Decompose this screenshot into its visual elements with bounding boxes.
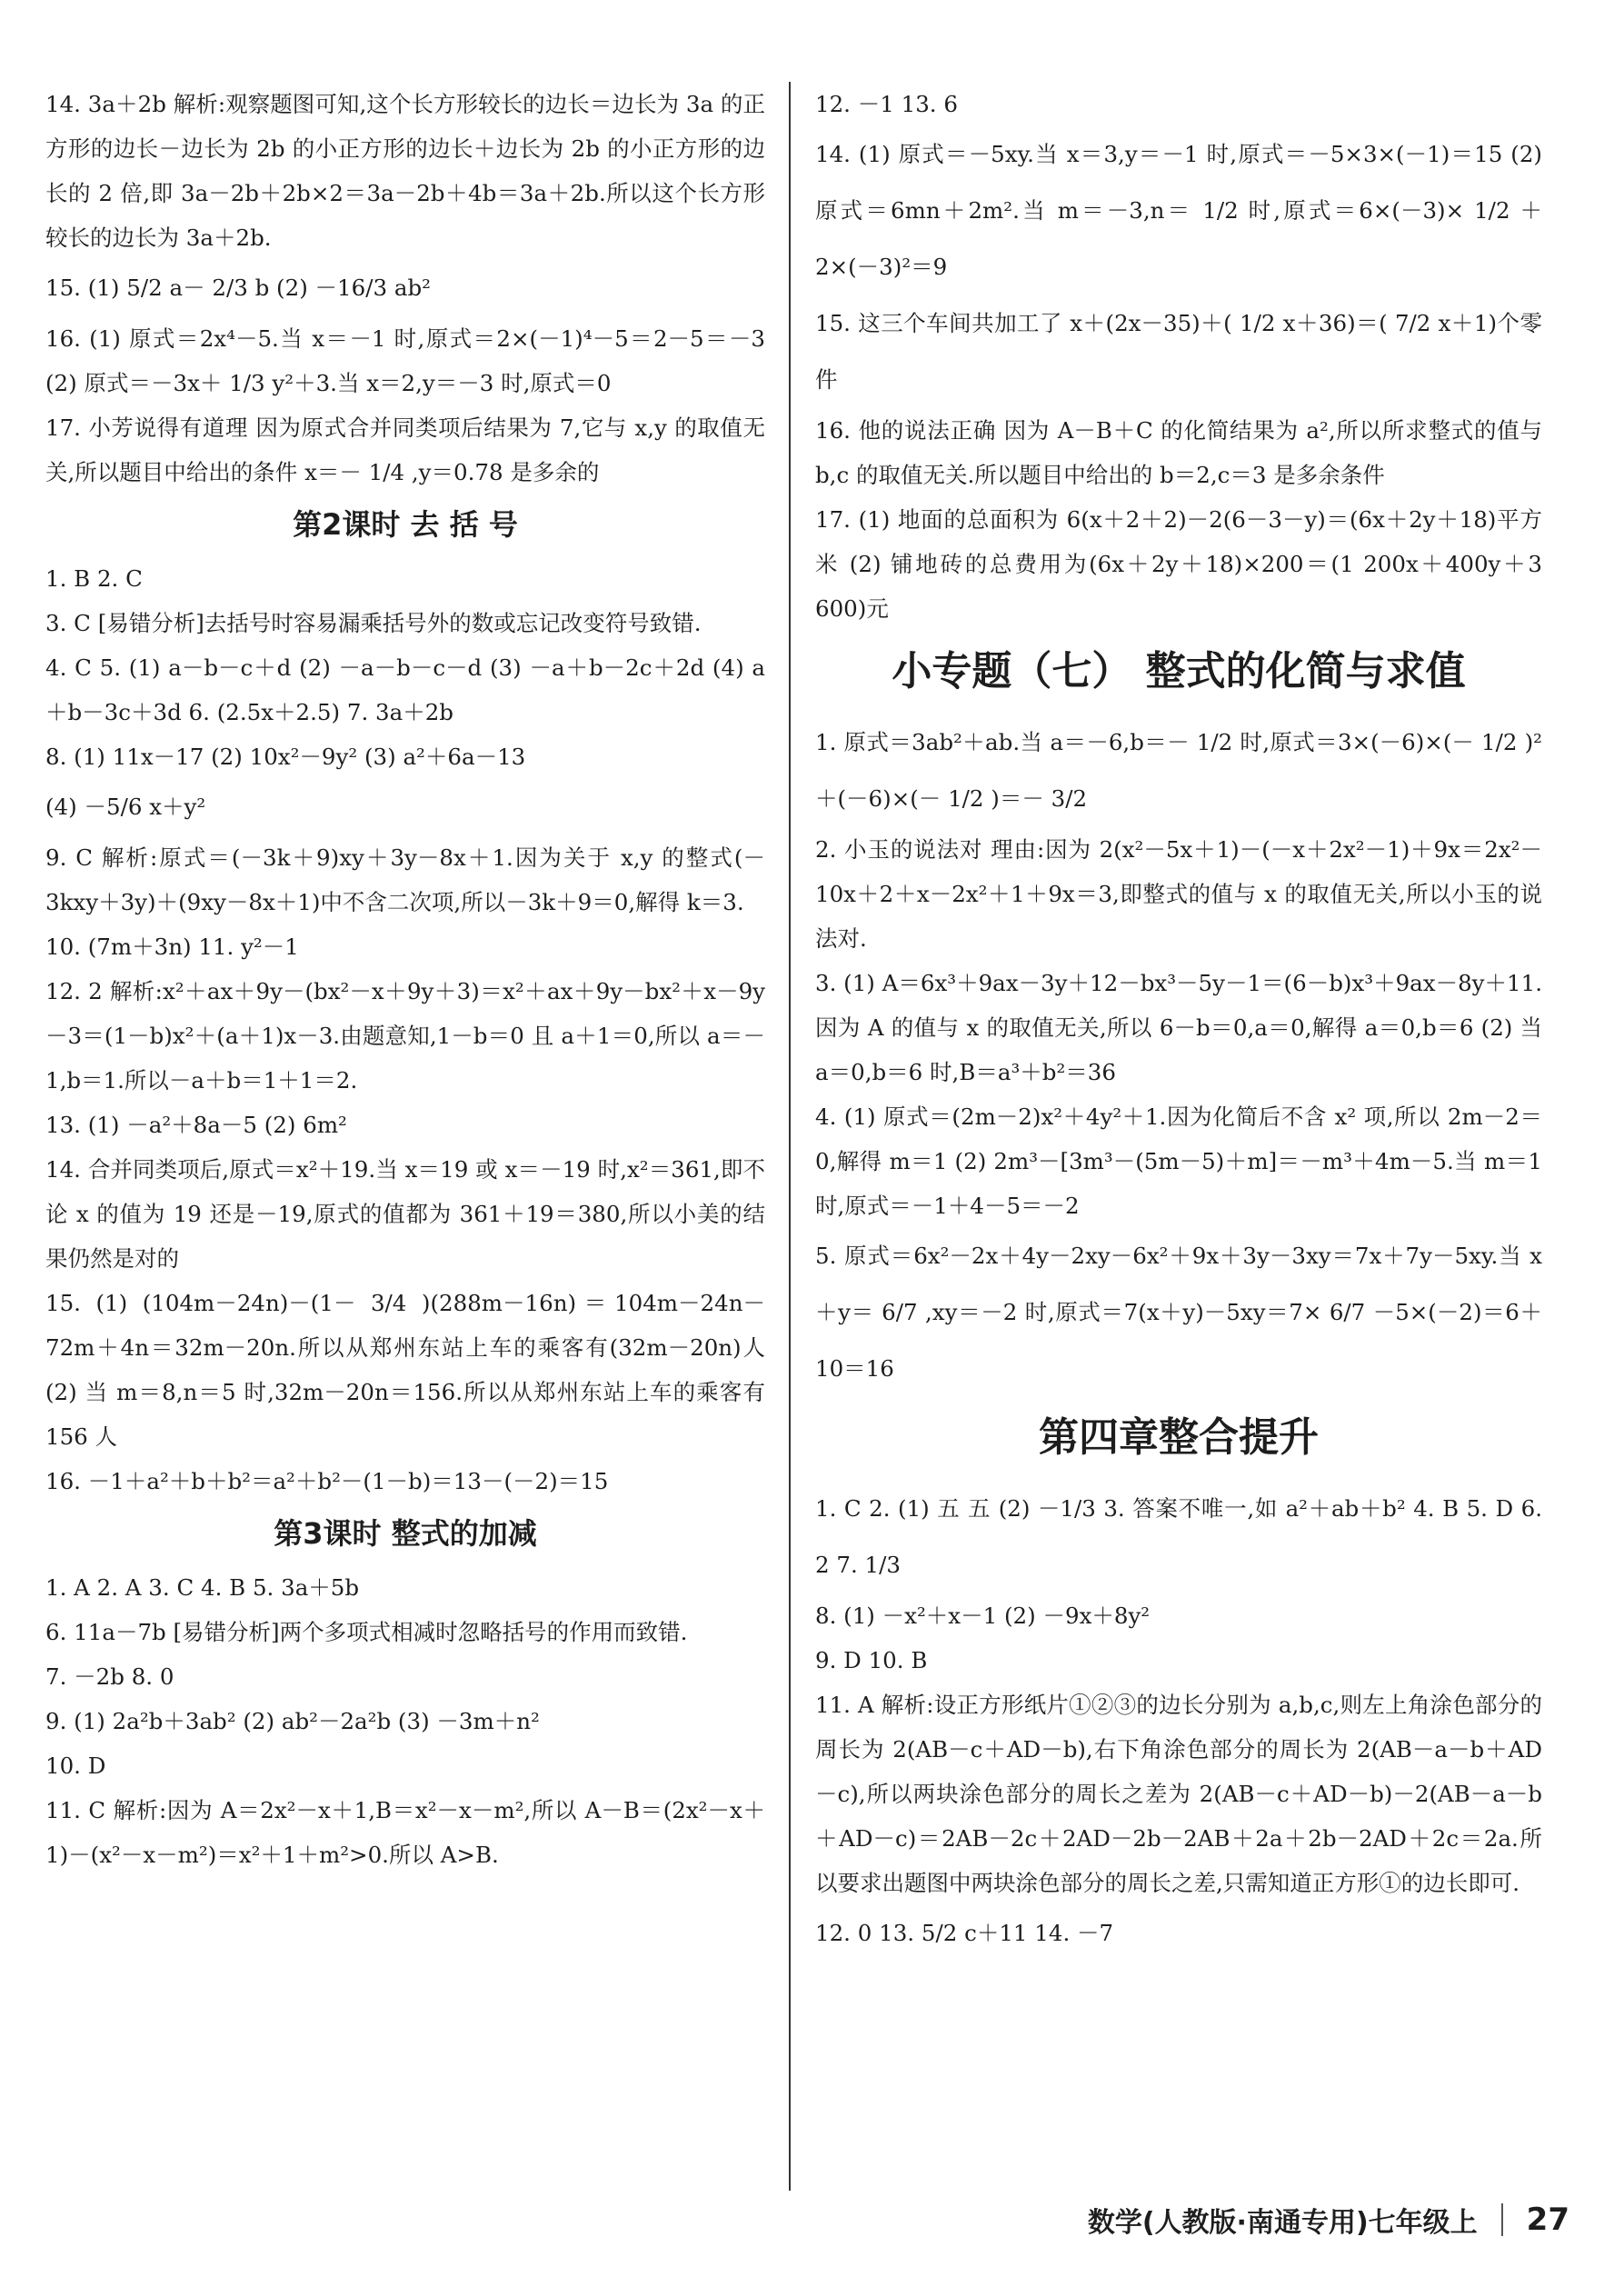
answer-15: 15. (1) 5/2 a－ 2/3 b (2) －16/3 ab²	[45, 275, 431, 301]
answer-b14: 14. 合并同类项后,原式＝x²＋19.当 x＝19 或 x＝－19 时,x²＝361,即不论 x 的值为 19 还是－19,原式的值都为 361＋19＝380,所以小美的结果仍然是对的	[45, 1156, 765, 1272]
answer-c7: 7. －2b 8. 0	[45, 1663, 174, 1690]
answer-b9: 9. C 解析:原式＝(－3k＋9)xy＋3y－8x＋1.因为关于 x,y 的整式(－3kxy＋3y)＋(9xy－8x＋1)中不含二次项,所以－3k＋9＝0,解得 k＝3.	[45, 844, 765, 915]
answer-d12: 12. －1 13. 6	[815, 91, 958, 117]
answer-d16: 16. 他的说法正确 因为 A－B＋C 的化简结果为 a²,所以所求整式的值与 b,c 的取值无关.所以题目中给出的 b＝2,c＝3 是多余条件	[815, 417, 1542, 488]
column-divider	[789, 82, 791, 2191]
answer-17: 17. 小芳说得有道理 因为原式合并同类项后结果为 7,它与 x,y 的取值无关,所以题目中给出的条件 x＝－ 1/4 ,y＝0.78 是多余的	[45, 414, 765, 485]
answer-b4: 4. C 5. (1) a－b－c＋d (2) －a－b－c－d (3) －a＋b－2c＋2d (4) a＋b－3c＋3d 6. (2.5x＋2.5) 7. 3a＋2b	[45, 654, 765, 725]
right-column	[815, 82, 1542, 1962]
page-footer	[1088, 2200, 1569, 2240]
answer-b15: 15. (1) (104m－24n)－(1－ 3/4 )(288m－16n)＝104m－24n－72m＋4n＝32m－20n.所以从郑州东站上车的乘客有(32m－20n)人 (2) 当 m＝8,n＝5 时,32m－20n＝156.所以从郑州东站上车的乘客有 156 人	[45, 1290, 765, 1450]
answer-e4: 4. (1) 原式＝(2m－2)x²＋4y²＋1.因为化简后不含 x² 项,所以 2m－2＝0,解得 m＝1 (2) 2m³－[3m³－(5m－5)＋m]＝－m³＋4m－5.当 m＝1 时,原式＝－1＋4－5＝－2	[815, 1104, 1542, 1219]
answer-c1: 1. A 2. A 3. C 4. B 5. 3a＋5b	[45, 1574, 360, 1601]
answer-f12: 12. 0 13. 5/2 c＋11 14. －7	[815, 1920, 1114, 1946]
answer-e2: 2. 小玉的说法对 理由:因为 2(x²－5x＋1)－(－x＋2x²－1)＋9x＝2x²－10x＋2＋x－2x²＋1＋9x＝3,即整式的值与 x 的取值无关,所以小玉的说法对.	[815, 836, 1542, 952]
section-heading-lesson-2: 第2课时 去 括 号	[293, 507, 518, 542]
answer-b10: 10. (7m＋3n) 11. y²－1	[45, 934, 299, 960]
answer-f9: 9. D 10. B	[815, 1647, 928, 1673]
answer-b1: 1. B 2. C	[45, 565, 143, 592]
answer-c9: 9. (1) 2a²b＋3ab² (2) ab²－2a²b (3) －3m＋n²	[45, 1708, 540, 1734]
answer-c10: 10. D	[45, 1753, 106, 1779]
answer-c6: 6. 11a－7b [易错分析]两个多项式相减时忽略括号的作用而致错.	[45, 1619, 688, 1645]
section-heading-lesson-3: 第3课时 整式的加减	[274, 1516, 537, 1551]
answer-b12: 12. 2 解析:x²＋ax＋9y－(bx²－x＋9y＋3)＝x²＋ax＋9y－bx²＋x－9y－3＝(1－b)x²＋(a＋1)x－3.由题意知,1－b＝0 且 a＋1＝0,所以 a＝－1,b＝1.所以－a＋b＝1＋1＝2.	[45, 978, 765, 1094]
section-heading-topic-7: 小专题（七） 整式的化简与求值	[892, 648, 1466, 694]
answer-d14: 14. (1) 原式＝－5xy.当 x＝3,y＝－1 时,原式＝－5×3×(－1)＝15 (2) 原式＝6mn＋2m².当 m＝－3,n＝ 1/2 时,原式＝6×(－3)× 1/2 ＋2×(－3)²＝9	[815, 141, 1542, 280]
answer-b16: 16. －1＋a²＋b＋b²＝a²＋b²－(1－b)＝13－(－2)＝15	[45, 1468, 609, 1494]
footer-separator	[1501, 2203, 1503, 2236]
answer-e3: 3. (1) A＝6x³＋9ax－3y＋12－bx³－5y－1＝(6－b)x³＋9ax－8y＋11.因为 A 的值与 x 的取值无关,所以 6－b＝0,a＝0,解得 a＝0,b＝6 (2) 当 a＝0,b＝6 时,B＝a³＋b²＝36	[815, 970, 1542, 1085]
page-number: 27	[1526, 2202, 1569, 2238]
answer-b3: 3. C [易错分析]去括号时容易漏乘括号外的数或忘记改变符号致错.	[45, 610, 702, 636]
answer-f1: 1. C 2. (1) 五 五 (2) －1/3 3. 答案不唯一,如 a²＋ab＋b² 4. B 5. D 6. 2 7. 1/3	[815, 1495, 1542, 1578]
section-heading-chapter-4: 第四章整合提升	[1039, 1414, 1319, 1461]
answer-d15: 15. 这三个车间共加工了 x＋(2x－35)＋( 1/2 x＋36)＝( 7/2 x＋1)个零件	[815, 310, 1542, 393]
left-column	[45, 82, 765, 1877]
answer-d17: 17. (1) 地面的总面积为 6(x＋2＋2)－2(6－3－y)＝(6x＋2y＋18)平方米 (2) 铺地砖的总费用为(6x＋2y＋18)×200＝(1 200x＋400y＋3 600)元	[815, 506, 1542, 622]
answer-f8: 8. (1) －x²＋x－1 (2) －9x＋8y²	[815, 1603, 1151, 1629]
answer-b8-part4: (4) －5/6 x＋y²	[45, 794, 206, 820]
answer-b13: 13. (1) －a²＋8a－5 (2) 6m²	[45, 1112, 347, 1138]
answer-f11: 11. A 解析:设正方形纸片①②③的边长分别为 a,b,c,则左上角涂色部分的周长为 2(AB－c＋AD－b),右下角涂色部分的周长为 2(AB－a－b＋AD－c),所以两块涂色部分的周长之差为 2(AB－c＋AD－b)－2(AB－a－b＋AD－c)＝2AB－2c＋2AD－2b－2AB＋2a＋2b－2AD＋2c＝2a.所以要求出题图中两块涂色部分的周长之差,只需知道正方形①的边长即可.	[815, 1692, 1542, 1896]
answer-c11: 11. C 解析:因为 A＝2x²－x＋1,B＝x²－x－m²,所以 A－B＝(2x²－x＋1)－(x²－x－m²)＝x²＋1＋m²>0.所以 A>B.	[45, 1797, 765, 1868]
answer-14: 14. 3a＋2b 解析:观察题图可知,这个长方形较长的边长＝边长为 3a 的正方形的边长－边长为 2b 的小正方形的边长＋边长为 2b 的小正方形的边长的 2 倍,即 3a－2b＋2b×2＝3a－2b＋4b＝3a＋2b.所以这个长方形较长的边长为 3a＋2b.	[45, 91, 765, 251]
answer-b8: 8. (1) 11x－17 (2) 10x²－9y² (3) a²＋6a－13	[45, 744, 526, 770]
answer-e1: 1. 原式＝3ab²＋ab.当 a＝－6,b＝－ 1/2 时,原式＝3×(－6)×(－ 1/2 )²＋(－6)×(－ 1/2 )＝－ 3/2	[815, 729, 1542, 812]
answer-16: 16. (1) 原式＝2x⁴－5.当 x＝－1 时,原式＝2×(－1)⁴－5＝2－5＝－3 (2) 原式＝－3x＋ 1/3 y²＋3.当 x＝2,y＝－3 时,原式＝0	[45, 325, 765, 396]
answer-e5: 5. 原式＝6x²－2x＋4y－2xy－6x²＋9x＋3y－3xy＝7x＋7y－5xy.当 x＋y＝ 6/7 ,xy＝－2 时,原式＝7(x＋y)－5xy＝7× 6/7 －5×(－2)＝6＋10＝16	[815, 1243, 1542, 1382]
book-title: 数学(人教版·南通专用)七年级上	[1087, 2207, 1478, 2239]
